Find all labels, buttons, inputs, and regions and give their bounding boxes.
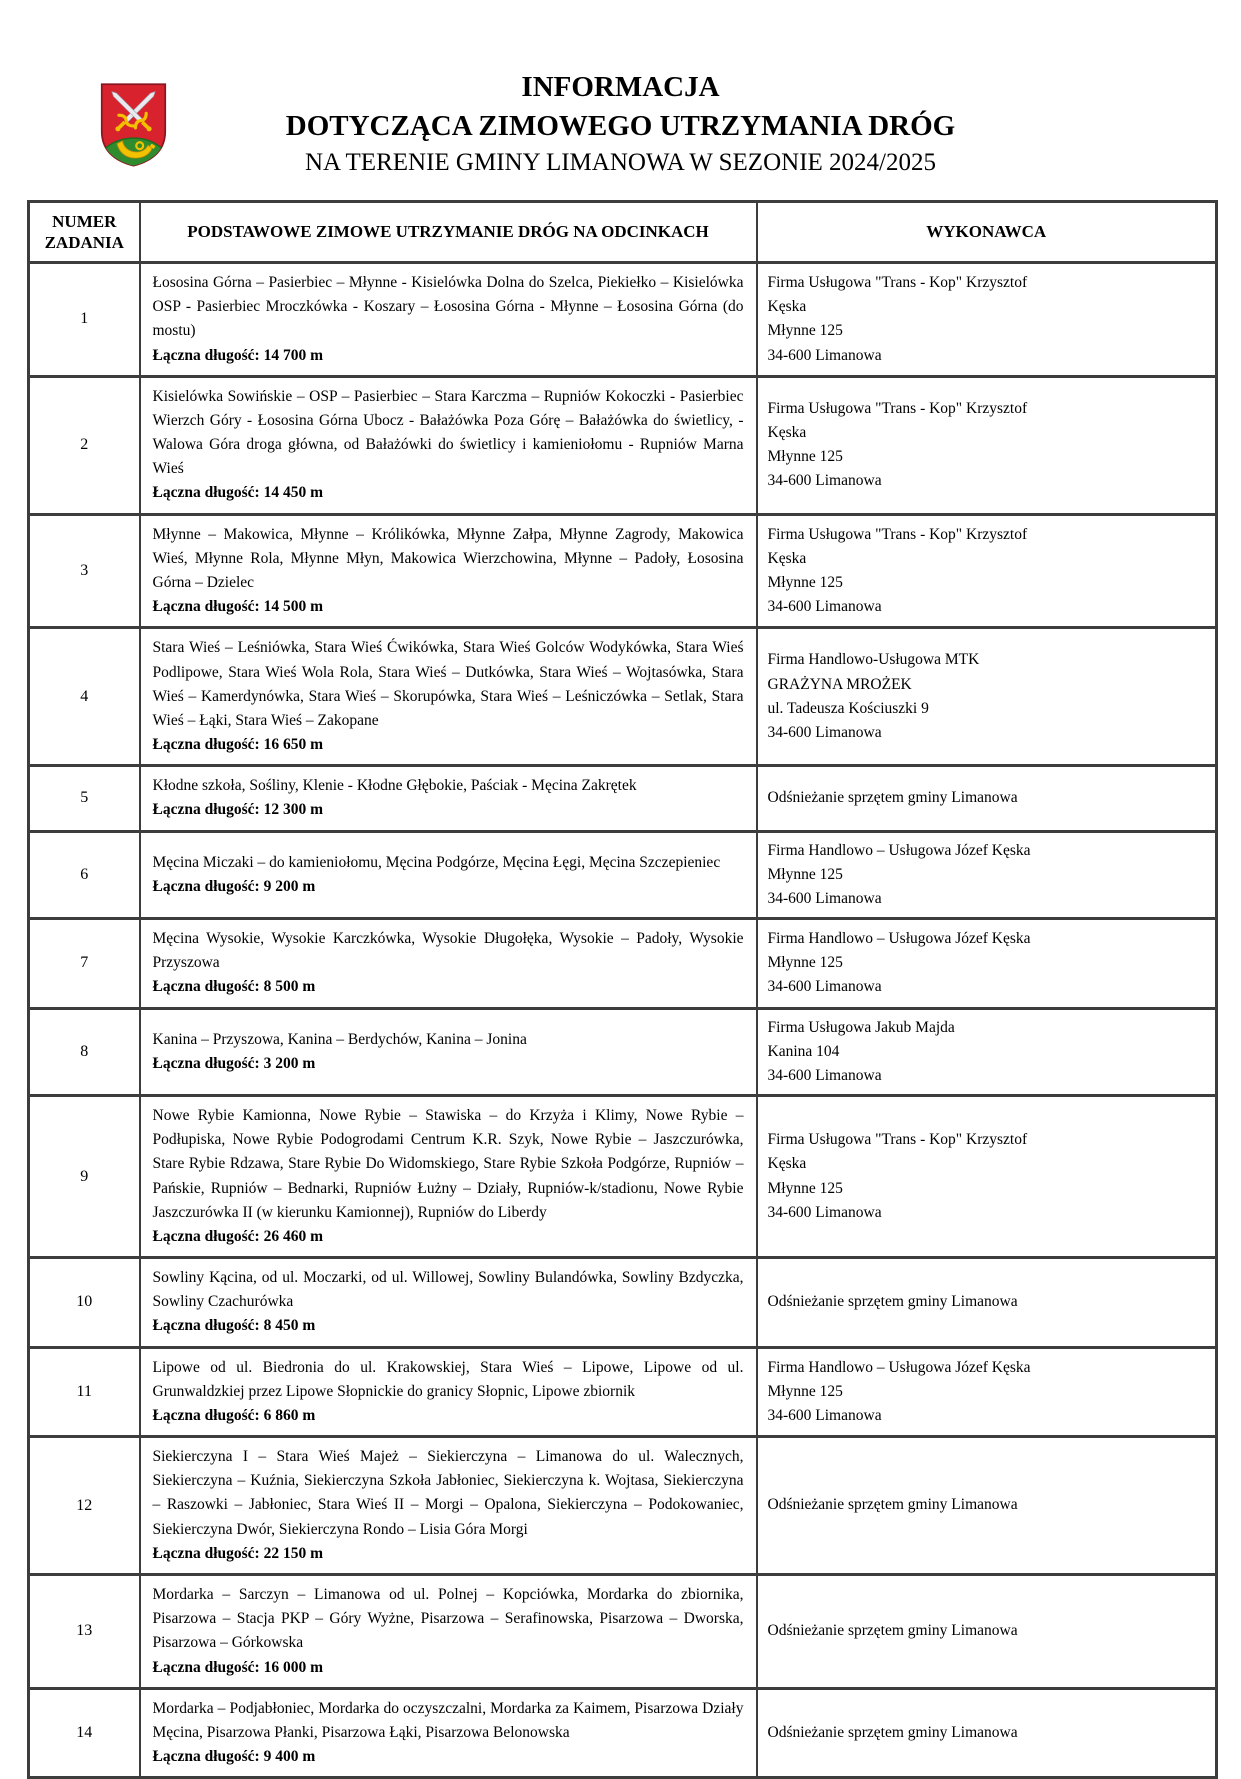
- task-number-cell: 5: [29, 766, 140, 831]
- total-length-label: Łączna długość: 22 150 m: [152, 1544, 323, 1562]
- table-row: [29, 766, 1217, 831]
- contractor-cell: [757, 1096, 1217, 1258]
- table-row: [29, 1347, 1217, 1437]
- contractor-line: Kęska: [767, 549, 807, 567]
- contractor-line: Odśnieżanie sprzętem gminy Limanowa: [767, 1496, 1018, 1514]
- document-header: [0, 0, 1241, 178]
- roads-cell: [140, 831, 757, 919]
- contractor-line: 34-600 Limanowa: [767, 723, 882, 741]
- table-row: [29, 831, 1217, 919]
- task-number-cell: 10: [29, 1258, 140, 1348]
- contractor-cell: [757, 1437, 1217, 1575]
- contractor-line: 34-600 Limanowa: [767, 1066, 882, 1084]
- table-row: [29, 1437, 1217, 1575]
- roads-cell: [140, 1096, 757, 1258]
- contractor-line: Kęska: [767, 424, 807, 442]
- roads-description: Lipowe od ul. Biedronia do ul. Krakowskiej, Stara Wieś – Lipowe, Lipowe od ul. Grunwaldzkiej przez Lipowe Słopnickie do granicy Słopnic, Lipowe zbiornik: [152, 1358, 744, 1400]
- contractor-line: GRAŻYNA MROŻEK: [767, 675, 912, 693]
- roads-description: Stara Wieś – Leśniówka, Stara Wieś Ćwikówka, Stara Wieś Golców Wodykówka, Stara Wieś Podlipowe, Stara Wieś Wola Rola, Stara Wieś – Dutkówka, Stara Wieś – Wojtasówka, Stara Wieś – Kamerdynówka, Stara Wieś – Skorupówka, Stara Wieś – Leśniczówka – Setlak, Stara Wieś – Łąki, Stara Wieś – Zakopane: [152, 639, 744, 729]
- roads-description: Sowliny Kącina, od ul. Moczarki, od ul. Willowej, Sowliny Bulandówka, Sowliny Bzdyczka, Sowliny Czachurówka: [152, 1269, 744, 1311]
- contractor-line: Odśnieżanie sprzętem gminy Limanowa: [767, 1622, 1018, 1640]
- contractor-line: 34-600 Limanowa: [767, 978, 882, 996]
- total-length-label: Łączna długość: 14 450 m: [152, 484, 323, 502]
- task-number-cell: 4: [29, 628, 140, 766]
- roads-description: Nowe Rybie Kamionna, Nowe Rybie – Stawiska – do Krzyża i Klimy, Nowe Rybie – Podłupiska, Nowe Rybie Podogrodami Centrum K.R. Szyk, Nowe Rybie – Jaszczurówka, Stare Rybie Rdzawa, Stare Rybie Do Widomskiego, Stare Rybie Szkoła Podgórze, Rupniów – Pańskie, Rupniów – Bednarki, Rupniów Łużny – Działy, Rupniów-k/stadionu, Nowe Rybie Jaszczurówka II (w kierunku Kamionnej), Rupniów do Liberdy: [152, 1107, 744, 1221]
- contractor-line: Firma Usługowa "Trans - Kop" Krzysztof: [767, 525, 1028, 543]
- roads-cell: [140, 1258, 757, 1348]
- contractor-line: Odśnieżanie sprzętem gminy Limanowa: [767, 1293, 1018, 1311]
- table-row: [29, 628, 1217, 766]
- total-length-label: Łączna długość: 16 650 m: [152, 736, 323, 754]
- title-line-3: NA TERENIE GMINY LIMANOWA W SEZONIE 2024/2025: [305, 148, 936, 176]
- contractor-cell: [757, 1258, 1217, 1348]
- total-length-label: Łączna długość: 6 860 m: [152, 1406, 316, 1424]
- contractor-line: Firma Handlowo – Usługowa Józef Kęska: [767, 1358, 1031, 1376]
- total-length-label: Łączna długość: 14 500 m: [152, 598, 323, 616]
- roads-cell: [140, 919, 757, 1009]
- road-maintenance-table: [27, 200, 1218, 1779]
- roads-cell: [140, 1437, 757, 1575]
- contractor-cell: [757, 1347, 1217, 1437]
- task-number-cell: 2: [29, 376, 140, 514]
- table-row: [29, 1008, 1217, 1096]
- contractor-line: 34-600 Limanowa: [767, 598, 882, 616]
- roads-cell: [140, 376, 757, 514]
- contractor-cell: [757, 766, 1217, 831]
- roads-description: Kanina – Przyszowa, Kanina – Berdychów, Kanina – Jonina: [152, 1030, 527, 1048]
- roads-description: Mordarka – Sarczyn – Limanowa od ul. Polnej – Kopciówka, Mordarka do zbiornika, Pisarzowa – Stacja PKP – Góry Wyżne, Pisarzowa – Serafinowska, Pisarzowa – Dworska, Pisarzowa – Górkowska: [152, 1586, 744, 1652]
- table-header-row: [29, 201, 1217, 263]
- roads-cell: [140, 1688, 757, 1778]
- contractor-line: 34-600 Limanowa: [767, 889, 882, 907]
- contractor-cell: [757, 1575, 1217, 1689]
- roads-cell: [140, 1008, 757, 1096]
- contractor-line: Kęska: [767, 298, 807, 316]
- task-number-cell: 8: [29, 1008, 140, 1096]
- contractor-line: Młynne 125: [767, 1179, 843, 1197]
- contractor-line: Odśnieżanie sprzętem gminy Limanowa: [767, 789, 1018, 807]
- contractor-line: Firma Handlowo – Usługowa Józef Kęska: [767, 841, 1031, 859]
- table-row: [29, 514, 1217, 628]
- task-number-cell: 14: [29, 1688, 140, 1778]
- document-title-block: [0, 70, 1241, 178]
- table-row: [29, 1096, 1217, 1258]
- column-header-road-sections: PODSTAWOWE ZIMOWE UTRZYMANIE DRÓG NA ODCINKACH: [140, 201, 757, 263]
- title-line-1: INFORMACJA: [521, 71, 720, 103]
- table-row: [29, 919, 1217, 1009]
- contractor-cell: [757, 831, 1217, 919]
- contractor-line: Kanina 104: [767, 1042, 840, 1060]
- contractor-line: Młynne 125: [767, 573, 843, 591]
- contractor-line: ul. Tadeusza Kościuszki 9: [767, 699, 929, 717]
- contractor-line: Młynne 125: [767, 954, 843, 972]
- total-length-label: Łączna długość: 16 000 m: [152, 1658, 323, 1676]
- roads-cell: [140, 514, 757, 628]
- contractor-line: 34-600 Limanowa: [767, 346, 882, 364]
- task-number-cell: 6: [29, 831, 140, 919]
- total-length-label: Łączna długość: 8 500 m: [152, 978, 316, 996]
- table-row: [29, 376, 1217, 514]
- table-row: [29, 1688, 1217, 1778]
- contractor-line: Firma Handlowo – Usługowa Józef Kęska: [767, 930, 1031, 948]
- gmina-limanowa-crest-icon: [99, 80, 168, 170]
- total-length-label: Łączna długość: 12 300 m: [152, 801, 323, 819]
- contractor-line: Firma Usługowa Jakub Majda: [767, 1018, 955, 1036]
- contractor-line: Odśnieżanie sprzętem gminy Limanowa: [767, 1723, 1018, 1741]
- contractor-cell: [757, 1688, 1217, 1778]
- table-row: [29, 263, 1217, 377]
- total-length-label: Łączna długość: 9 400 m: [152, 1748, 316, 1766]
- roads-cell: [140, 1347, 757, 1437]
- contractor-cell: [757, 376, 1217, 514]
- roads-description: Łososina Górna – Pasierbiec – Młynne - Kisielówka Dolna do Szelca, Piekiełko – Kisielówka OSP - Pasierbiec Mroczkówka - Koszary – Łososina Górna - Młynne – Łososina Górna (do mostu): [152, 274, 744, 340]
- roads-description: Kisielówka Sowińskie – OSP – Pasierbiec – Stara Karczma – Rupniów Kokoczki - Pasierbiec Wierzch Góry - Łososina Górna Ubocz - Bałażówka Poza Górę – Bałażówka do świetlicy, - Walowa Góra droga główna, od Bałażówki do świetlicy i kamieniołomu - Rupniów Marna Wieś: [152, 387, 744, 478]
- contractor-line: 34-600 Limanowa: [767, 472, 882, 490]
- roads-cell: [140, 263, 757, 377]
- contractor-line: Młynne 125: [767, 448, 843, 466]
- contractor-cell: [757, 1008, 1217, 1096]
- roads-description: Kłodne szkoła, Sośliny, Klenie - Kłodne Głębokie, Paściak - Męcina Zakrętek: [152, 777, 637, 795]
- task-number-cell: 1: [29, 263, 140, 377]
- contractor-line: Młynne 125: [767, 322, 843, 340]
- contractor-line: Firma Usługowa "Trans - Kop" Krzysztof: [767, 274, 1028, 292]
- contractor-cell: [757, 628, 1217, 766]
- roads-cell: [140, 628, 757, 766]
- total-length-label: Łączna długość: 14 700 m: [152, 346, 323, 364]
- roads-cell: [140, 1575, 757, 1689]
- contractor-line: Kęska: [767, 1155, 807, 1173]
- contractor-line: Firma Handlowo-Usługowa MTK: [767, 651, 980, 669]
- contractor-line: Młynne 125: [767, 1382, 843, 1400]
- task-number-cell: 11: [29, 1347, 140, 1437]
- total-length-label: Łączna długość: 9 200 m: [152, 877, 316, 895]
- task-number-cell: 9: [29, 1096, 140, 1258]
- contractor-line: Firma Usługowa "Trans - Kop" Krzysztof: [767, 399, 1028, 417]
- contractor-line: Firma Usługowa "Trans - Kop" Krzysztof: [767, 1131, 1028, 1149]
- task-number-cell: 13: [29, 1575, 140, 1689]
- column-header-contractor: WYKONAWCA: [757, 201, 1217, 263]
- column-header-task-number: NUMER ZADANIA: [29, 201, 140, 263]
- task-number-cell: 7: [29, 919, 140, 1009]
- task-number-cell: 3: [29, 514, 140, 628]
- roads-description: Siekierczyna I – Stara Wieś Majeż – Siekierczyna – Limanowa do ul. Walecznych, Siekierczyna – Kuźnia, Siekierczyna Szkoła Jabłoniec, Siekierczyna k. Wojtasa, Siekierczyna – Raszowki – Jabłoniec, Stara Wieś II – Morgi – Opalona, Siekierczyna – Podokowaniec, Siekierczyna Dwór, Siekierczyna Rondo – Lisia Góra Morgi: [152, 1448, 744, 1538]
- contractor-line: Młynne 125: [767, 865, 843, 883]
- roads-description: Mordarka – Podjabłoniec, Mordarka do oczyszczalni, Mordarka za Kaimem, Pisarzowa Działy Męcina, Pisarzowa Płanki, Pisarzowa Łąki, Pisarzowa Belonowska: [152, 1699, 744, 1741]
- roads-description: Młynne – Makowica, Młynne – Królikówka, Młynne Załpa, Młynne Zagrody, Makowica Wieś, Młynne Rola, Młynne Młyn, Makowica Wierzchowina, Młynne – Padoły, Łososina Górna – Dzielec: [152, 525, 744, 591]
- contractor-line: 34-600 Limanowa: [767, 1203, 882, 1221]
- roads-description: Męcina Miczaki – do kamieniołomu, Męcina Podgórze, Męcina Łęgi, Męcina Szczepieniec: [152, 853, 721, 871]
- roads-description: Męcina Wysokie, Wysokie Karczkówka, Wysokie Długołęka, Wysokie – Padoły, Wysokie Przyszowa: [152, 930, 744, 972]
- contractor-cell: [757, 263, 1217, 377]
- title-line-2: DOTYCZĄCA ZIMOWEGO UTRZYMANIA DRÓG: [285, 109, 956, 142]
- total-length-label: Łączna długość: 3 200 m: [152, 1054, 316, 1072]
- contractor-line: 34-600 Limanowa: [767, 1406, 882, 1424]
- table-row: [29, 1575, 1217, 1689]
- roads-cell: [140, 766, 757, 831]
- contractor-cell: [757, 919, 1217, 1009]
- table-row: [29, 1258, 1217, 1348]
- task-number-cell: 12: [29, 1437, 140, 1575]
- total-length-label: Łączna długość: 26 460 m: [152, 1227, 323, 1245]
- contractor-cell: [757, 514, 1217, 628]
- total-length-label: Łączna długość: 8 450 m: [152, 1317, 316, 1335]
